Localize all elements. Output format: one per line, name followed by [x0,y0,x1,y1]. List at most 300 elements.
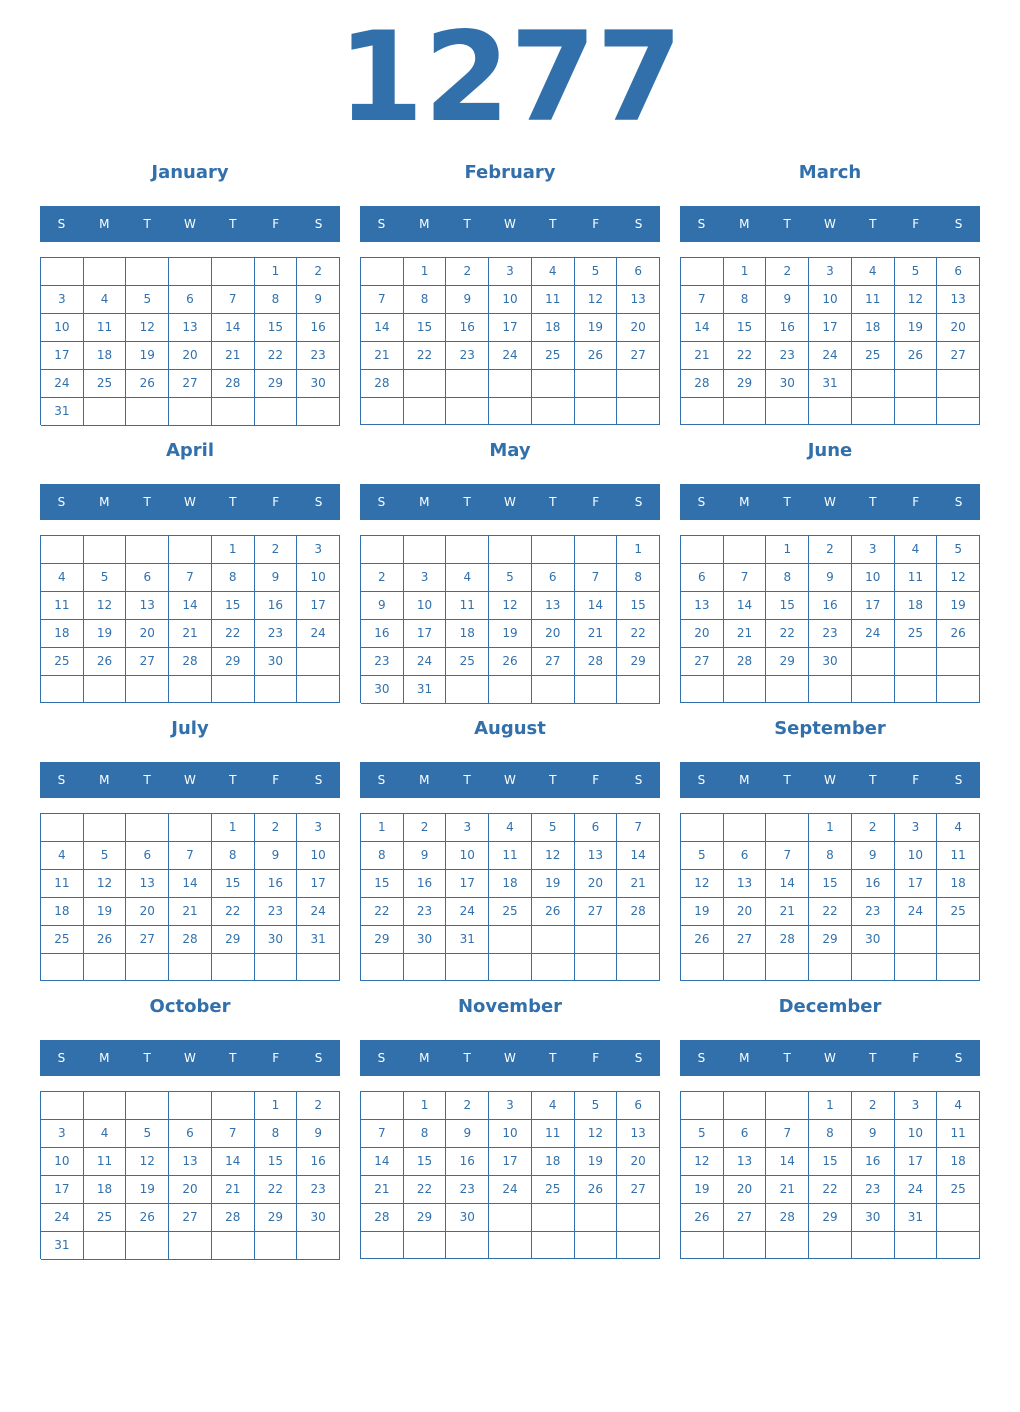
weekday-label: W [184,1051,196,1065]
empty-cell [617,954,660,981]
day-cell: 18 [532,1148,575,1176]
day-cell: 24 [41,370,84,398]
weekday-label: W [184,217,196,231]
weekday-label: S [377,773,386,787]
day-cell: 2 [446,1092,489,1120]
day-grid [40,535,340,703]
weekday-label: T [229,217,237,231]
weekday-label: T [229,495,237,509]
day-cell: 20 [724,1176,767,1204]
day-cell: 27 [169,370,212,398]
day-cell: 8 [361,842,404,870]
day-cell: 4 [84,1120,127,1148]
day-cell: 19 [532,870,575,898]
day-cell: 28 [169,648,212,676]
day-cell: 5 [84,842,127,870]
day-cell: 24 [297,620,340,648]
day-cell: 2 [297,258,340,286]
day-cell: 9 [446,286,489,314]
day-cell: 10 [489,1120,532,1148]
day-cell: 25 [852,342,895,370]
weekday-label: F [912,1051,920,1065]
weekday-label: T [783,1051,791,1065]
day-cell: 25 [895,620,938,648]
day-cell: 13 [617,1120,660,1148]
empty-cell [809,1232,852,1259]
day-cell: 17 [852,592,895,620]
day-cell: 13 [937,286,980,314]
empty-cell [852,954,895,981]
month-title: July [171,718,209,739]
weekday-label: T [229,1051,237,1065]
day-cell: 3 [489,1092,532,1120]
day-cell: 1 [809,1092,852,1120]
weekday-label: M [99,773,110,787]
day-cell: 24 [446,898,489,926]
day-cell: 5 [84,564,127,592]
empty-cell [41,536,84,564]
weekday-label: W [504,495,516,509]
weekday-label: F [272,1051,280,1065]
weekday-label: F [272,773,280,787]
day-cell: 3 [404,564,447,592]
weekday-label: T [783,495,791,509]
day-cell: 25 [937,1176,980,1204]
empty-cell [84,814,127,842]
day-cell: 27 [724,1204,767,1232]
empty-cell [169,1232,212,1260]
day-cell: 10 [297,564,340,592]
day-cell: 23 [297,1176,340,1204]
empty-cell [724,1232,767,1259]
day-cell: 26 [489,648,532,676]
day-cell: 30 [361,676,404,704]
day-cell: 6 [724,842,767,870]
month-august [360,713,660,983]
day-cell: 20 [617,314,660,342]
day-grid [360,257,660,425]
day-cell: 27 [617,342,660,370]
day-cell: 29 [212,648,255,676]
empty-cell [489,1204,532,1232]
day-cell: 16 [404,870,447,898]
empty-cell [361,1092,404,1120]
day-cell: 30 [255,648,298,676]
empty-cell [84,954,127,981]
day-cell: 23 [852,898,895,926]
empty-cell [404,536,447,564]
weekday-label: S [954,1051,963,1065]
month-title: October [149,996,231,1017]
empty-cell [937,1232,980,1259]
day-cell: 17 [895,1148,938,1176]
day-cell: 12 [126,314,169,342]
weekday-label: W [184,773,196,787]
day-cell: 20 [617,1148,660,1176]
day-cell: 29 [255,370,298,398]
empty-cell [724,1092,767,1120]
day-cell: 27 [126,648,169,676]
day-cell: 3 [489,258,532,286]
empty-cell [724,398,767,425]
empty-cell [297,954,340,981]
day-cell: 27 [169,1204,212,1232]
weekday-label: M [739,1051,750,1065]
empty-cell [169,1092,212,1120]
day-cell: 26 [84,926,127,954]
empty-cell [766,398,809,425]
day-cell: 14 [212,1148,255,1176]
month-title: April [165,440,215,461]
day-cell: 8 [212,564,255,592]
day-cell: 13 [724,1148,767,1176]
month-january [40,157,340,427]
weekday-label: T [463,217,471,231]
day-cell: 7 [724,564,767,592]
empty-cell [681,536,724,564]
day-cell: 17 [404,620,447,648]
day-cell: 14 [169,870,212,898]
day-cell: 17 [297,592,340,620]
day-cell: 12 [681,1148,724,1176]
empty-cell [766,1232,809,1259]
day-cell: 11 [532,286,575,314]
day-cell: 7 [766,1120,809,1148]
empty-cell [895,398,938,425]
day-cell: 1 [212,814,255,842]
month-title: August [474,718,546,739]
day-cell: 12 [84,592,127,620]
day-cell: 20 [169,342,212,370]
empty-cell [937,1204,980,1232]
month-title: January [151,162,229,183]
day-cell: 12 [126,1148,169,1176]
day-cell: 3 [297,814,340,842]
day-cell: 19 [681,1176,724,1204]
day-cell: 10 [446,842,489,870]
day-cell: 1 [617,536,660,564]
weekday-label: F [592,1051,600,1065]
day-cell: 8 [809,842,852,870]
empty-cell [937,648,980,676]
day-cell: 16 [297,1148,340,1176]
day-cell: 7 [169,564,212,592]
day-cell: 19 [489,620,532,648]
day-cell: 19 [575,1148,618,1176]
empty-cell [895,648,938,676]
day-cell: 21 [361,342,404,370]
weekday-label: M [99,1051,110,1065]
empty-cell [84,536,127,564]
day-cell: 12 [575,1120,618,1148]
empty-cell [681,954,724,981]
weekday-label: T [143,773,151,787]
empty-cell [809,398,852,425]
empty-cell [617,676,660,704]
day-cell: 31 [809,370,852,398]
empty-cell [361,1232,404,1259]
day-cell: 18 [852,314,895,342]
weekday-label: T [229,773,237,787]
empty-cell [41,1092,84,1120]
day-cell: 21 [766,1176,809,1204]
day-cell: 3 [809,258,852,286]
day-cell: 26 [126,370,169,398]
day-cell: 7 [169,842,212,870]
empty-cell [446,398,489,425]
day-cell: 22 [404,1176,447,1204]
weekday-label: F [912,495,920,509]
day-cell: 2 [297,1092,340,1120]
day-cell: 18 [41,898,84,926]
day-cell: 14 [724,592,767,620]
day-cell: 22 [766,620,809,648]
day-grid [40,1091,340,1259]
empty-cell [937,926,980,954]
weekday-label: W [504,1051,516,1065]
day-cell: 30 [297,1204,340,1232]
day-cell: 26 [575,342,618,370]
day-cell: 24 [489,342,532,370]
day-cell: 16 [297,314,340,342]
weekday-header [680,762,980,798]
day-cell: 23 [255,898,298,926]
day-cell: 30 [809,648,852,676]
day-cell: 15 [212,592,255,620]
empty-cell [766,676,809,703]
empty-cell [297,648,340,676]
day-cell: 20 [126,620,169,648]
day-cell: 15 [404,1148,447,1176]
day-grid [360,535,660,703]
weekday-label: S [57,217,66,231]
day-cell: 17 [446,870,489,898]
day-cell: 28 [575,648,618,676]
day-cell: 11 [41,592,84,620]
day-cell: 26 [681,926,724,954]
day-cell: 6 [169,1120,212,1148]
empty-cell [809,954,852,981]
day-cell: 23 [446,342,489,370]
month-july [40,713,340,983]
day-cell: 1 [404,1092,447,1120]
day-cell: 2 [446,258,489,286]
empty-cell [169,814,212,842]
day-cell: 27 [126,926,169,954]
day-cell: 26 [681,1204,724,1232]
weekday-label: M [419,773,430,787]
empty-cell [126,398,169,426]
empty-cell [361,954,404,981]
empty-cell [361,398,404,425]
day-cell: 27 [532,648,575,676]
weekday-label: M [739,773,750,787]
weekday-label: T [143,1051,151,1065]
day-cell: 11 [84,314,127,342]
day-cell: 22 [361,898,404,926]
day-cell: 28 [681,370,724,398]
day-cell: 23 [297,342,340,370]
empty-cell [532,676,575,704]
weekday-label: T [783,773,791,787]
weekday-label: W [824,773,836,787]
day-cell: 7 [361,286,404,314]
day-cell: 25 [446,648,489,676]
day-cell: 5 [489,564,532,592]
empty-cell [809,676,852,703]
day-cell: 21 [724,620,767,648]
empty-cell [937,370,980,398]
day-cell: 19 [84,898,127,926]
empty-cell [361,536,404,564]
day-cell: 12 [681,870,724,898]
month-october [40,991,340,1261]
empty-cell [532,1204,575,1232]
empty-cell [84,398,127,426]
day-cell: 28 [212,1204,255,1232]
empty-cell [126,1232,169,1260]
day-cell: 6 [575,814,618,842]
day-cell: 29 [766,648,809,676]
empty-cell [532,398,575,425]
empty-cell [126,258,169,286]
day-cell: 14 [575,592,618,620]
day-cell: 10 [809,286,852,314]
day-cell: 23 [361,648,404,676]
empty-cell [575,954,618,981]
empty-cell [489,536,532,564]
day-cell: 8 [212,842,255,870]
empty-cell [852,676,895,703]
day-cell: 14 [361,314,404,342]
day-cell: 1 [766,536,809,564]
empty-cell [895,676,938,703]
day-cell: 21 [212,1176,255,1204]
day-cell: 15 [212,870,255,898]
day-cell: 14 [766,870,809,898]
empty-cell [489,370,532,398]
day-cell: 28 [617,898,660,926]
day-cell: 24 [41,1204,84,1232]
day-cell: 29 [617,648,660,676]
weekday-label: T [143,217,151,231]
day-cell: 22 [809,1176,852,1204]
day-cell: 7 [361,1120,404,1148]
empty-cell [937,954,980,981]
empty-cell [126,536,169,564]
weekday-label: F [592,773,600,787]
weekday-label: T [783,217,791,231]
day-cell: 18 [446,620,489,648]
weekday-label: S [57,495,66,509]
month-title: March [798,162,862,183]
day-cell: 16 [446,1148,489,1176]
weekday-label: S [697,495,706,509]
weekday-label: T [463,495,471,509]
day-cell: 13 [126,592,169,620]
day-cell: 21 [617,870,660,898]
day-cell: 27 [937,342,980,370]
day-cell: 4 [84,286,127,314]
day-cell: 11 [84,1148,127,1176]
empty-cell [446,676,489,704]
day-cell: 1 [212,536,255,564]
day-cell: 26 [84,648,127,676]
day-cell: 28 [766,926,809,954]
weekday-label: S [57,1051,66,1065]
day-cell: 6 [617,258,660,286]
day-cell: 24 [895,898,938,926]
day-cell: 10 [297,842,340,870]
day-cell: 20 [575,870,618,898]
day-cell: 29 [809,1204,852,1232]
weekday-label: S [697,773,706,787]
empty-cell [404,398,447,425]
weekday-label: S [954,495,963,509]
day-cell: 11 [532,1120,575,1148]
weekday-label: F [912,773,920,787]
day-cell: 24 [895,1176,938,1204]
day-cell: 5 [575,258,618,286]
day-grid [680,535,980,703]
empty-cell [937,676,980,703]
weekday-label: T [463,773,471,787]
empty-cell [617,370,660,398]
day-cell: 22 [255,342,298,370]
day-cell: 16 [809,592,852,620]
day-cell: 9 [297,1120,340,1148]
day-cell: 8 [404,286,447,314]
day-cell: 15 [617,592,660,620]
weekday-label: T [549,495,557,509]
day-cell: 24 [809,342,852,370]
empty-cell [169,398,212,426]
day-cell: 17 [41,1176,84,1204]
day-cell: 20 [169,1176,212,1204]
day-cell: 11 [489,842,532,870]
weekday-label: T [549,773,557,787]
day-cell: 13 [169,1148,212,1176]
day-grid [680,257,980,425]
month-november [360,991,660,1261]
day-cell: 15 [809,870,852,898]
day-cell: 9 [446,1120,489,1148]
empty-cell [681,258,724,286]
day-cell: 5 [895,258,938,286]
day-cell: 15 [724,314,767,342]
empty-cell [255,676,298,703]
day-cell: 25 [84,370,127,398]
empty-cell [489,1232,532,1259]
month-title: December [778,996,882,1017]
day-cell: 8 [255,1120,298,1148]
month-title: May [489,440,531,461]
day-cell: 26 [126,1204,169,1232]
day-cell: 17 [809,314,852,342]
empty-cell [724,676,767,703]
weekday-header [360,1040,660,1076]
day-cell: 25 [489,898,532,926]
day-cell: 16 [852,1148,895,1176]
day-cell: 23 [766,342,809,370]
weekday-header [360,762,660,798]
empty-cell [681,1232,724,1259]
day-cell: 25 [532,1176,575,1204]
day-cell: 9 [809,564,852,592]
empty-cell [84,1092,127,1120]
day-cell: 12 [84,870,127,898]
day-cell: 11 [41,870,84,898]
